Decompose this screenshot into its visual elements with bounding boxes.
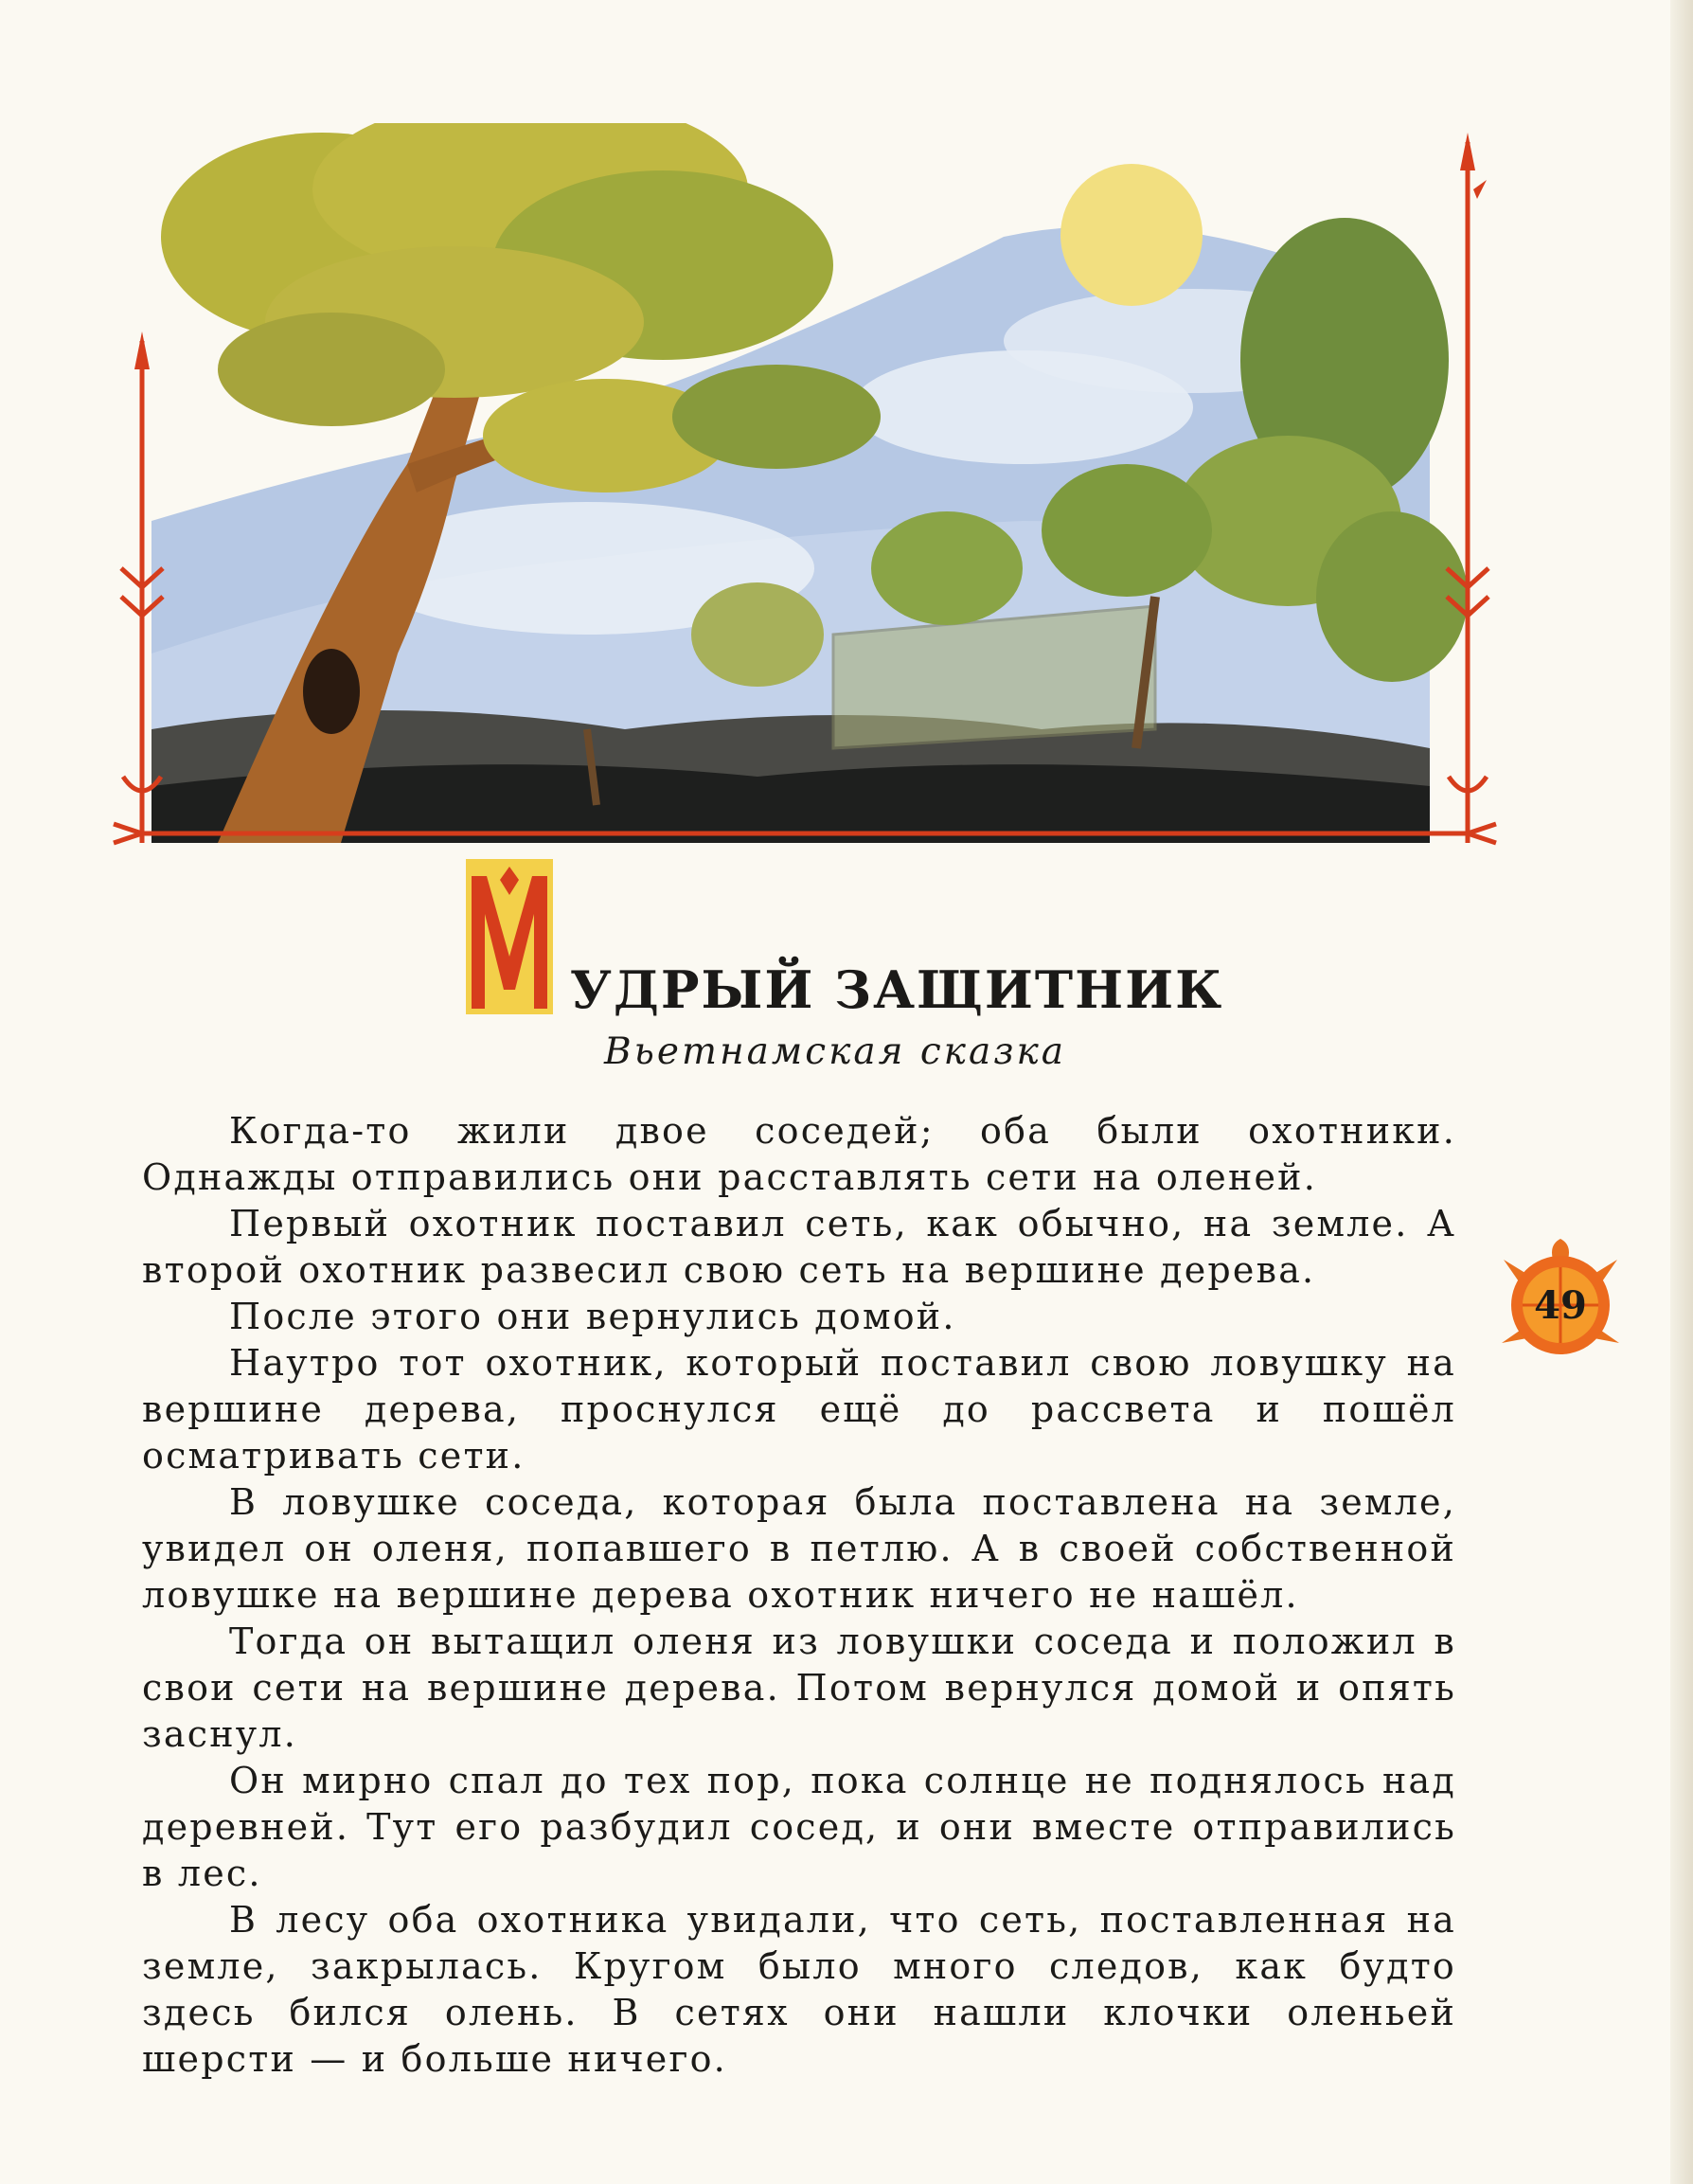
- story-text: [142, 1108, 1456, 2083]
- page-edge: [1670, 0, 1693, 2184]
- drop-cap-ornament: [464, 857, 555, 1016]
- page-number: 49: [1534, 1283, 1587, 1328]
- paragraph: Наутро тот охотник, который поставил свою ловушку на вершине дерева, проснулся ещё до рассвета и пошёл осматривать сети.: [142, 1342, 1456, 1477]
- forest-illustration: [95, 123, 1515, 871]
- story-subtitle: Вьетнамская сказка: [604, 1030, 1067, 1073]
- paragraph: Когда-то жили двое соседей; оба были охотники. Однажды отправились они расставлять сети на оленей.: [142, 1110, 1456, 1198]
- story-title: УДРЫЙ ЗАЩИТНИК: [570, 959, 1224, 1020]
- paragraph: Первый охотник поставил сеть, как обычно, на земле. А второй охотник развесил свою сеть на вершине дерева.: [142, 1203, 1456, 1291]
- turtle-page-number: [1485, 1231, 1636, 1373]
- drop-cap-letter: М: [508, 980, 510, 981]
- paragraph: После этого они вернулись домой.: [229, 1296, 956, 1337]
- paragraph: В ловушке соседа, которая была поставлена на земле, увидел он оленя, попавшего в петлю. А в своей собственной ловушке на вершине дерева охотник ничего не нашёл.: [142, 1481, 1456, 1616]
- paragraph: В лесу оба охотника увидали, что сеть, поставленная на земле, закрылась. Кругом было много следов, как будто здесь бился олень. В сетях они нашли клочки оленьей шерсти — и больше ничего.: [142, 1899, 1456, 2080]
- paragraph: Тогда он вытащил оленя из ловушки соседа и положил в свои сети на вершине дерева. Потом вернулся домой и опять заснул.: [142, 1620, 1456, 1755]
- paragraph: Он мирно спал до тех пор, пока солнце не поднялось над деревней. Тут его разбудил сосед, и они вместе отправились в лес.: [142, 1760, 1456, 1894]
- title-block: [464, 857, 1224, 1084]
